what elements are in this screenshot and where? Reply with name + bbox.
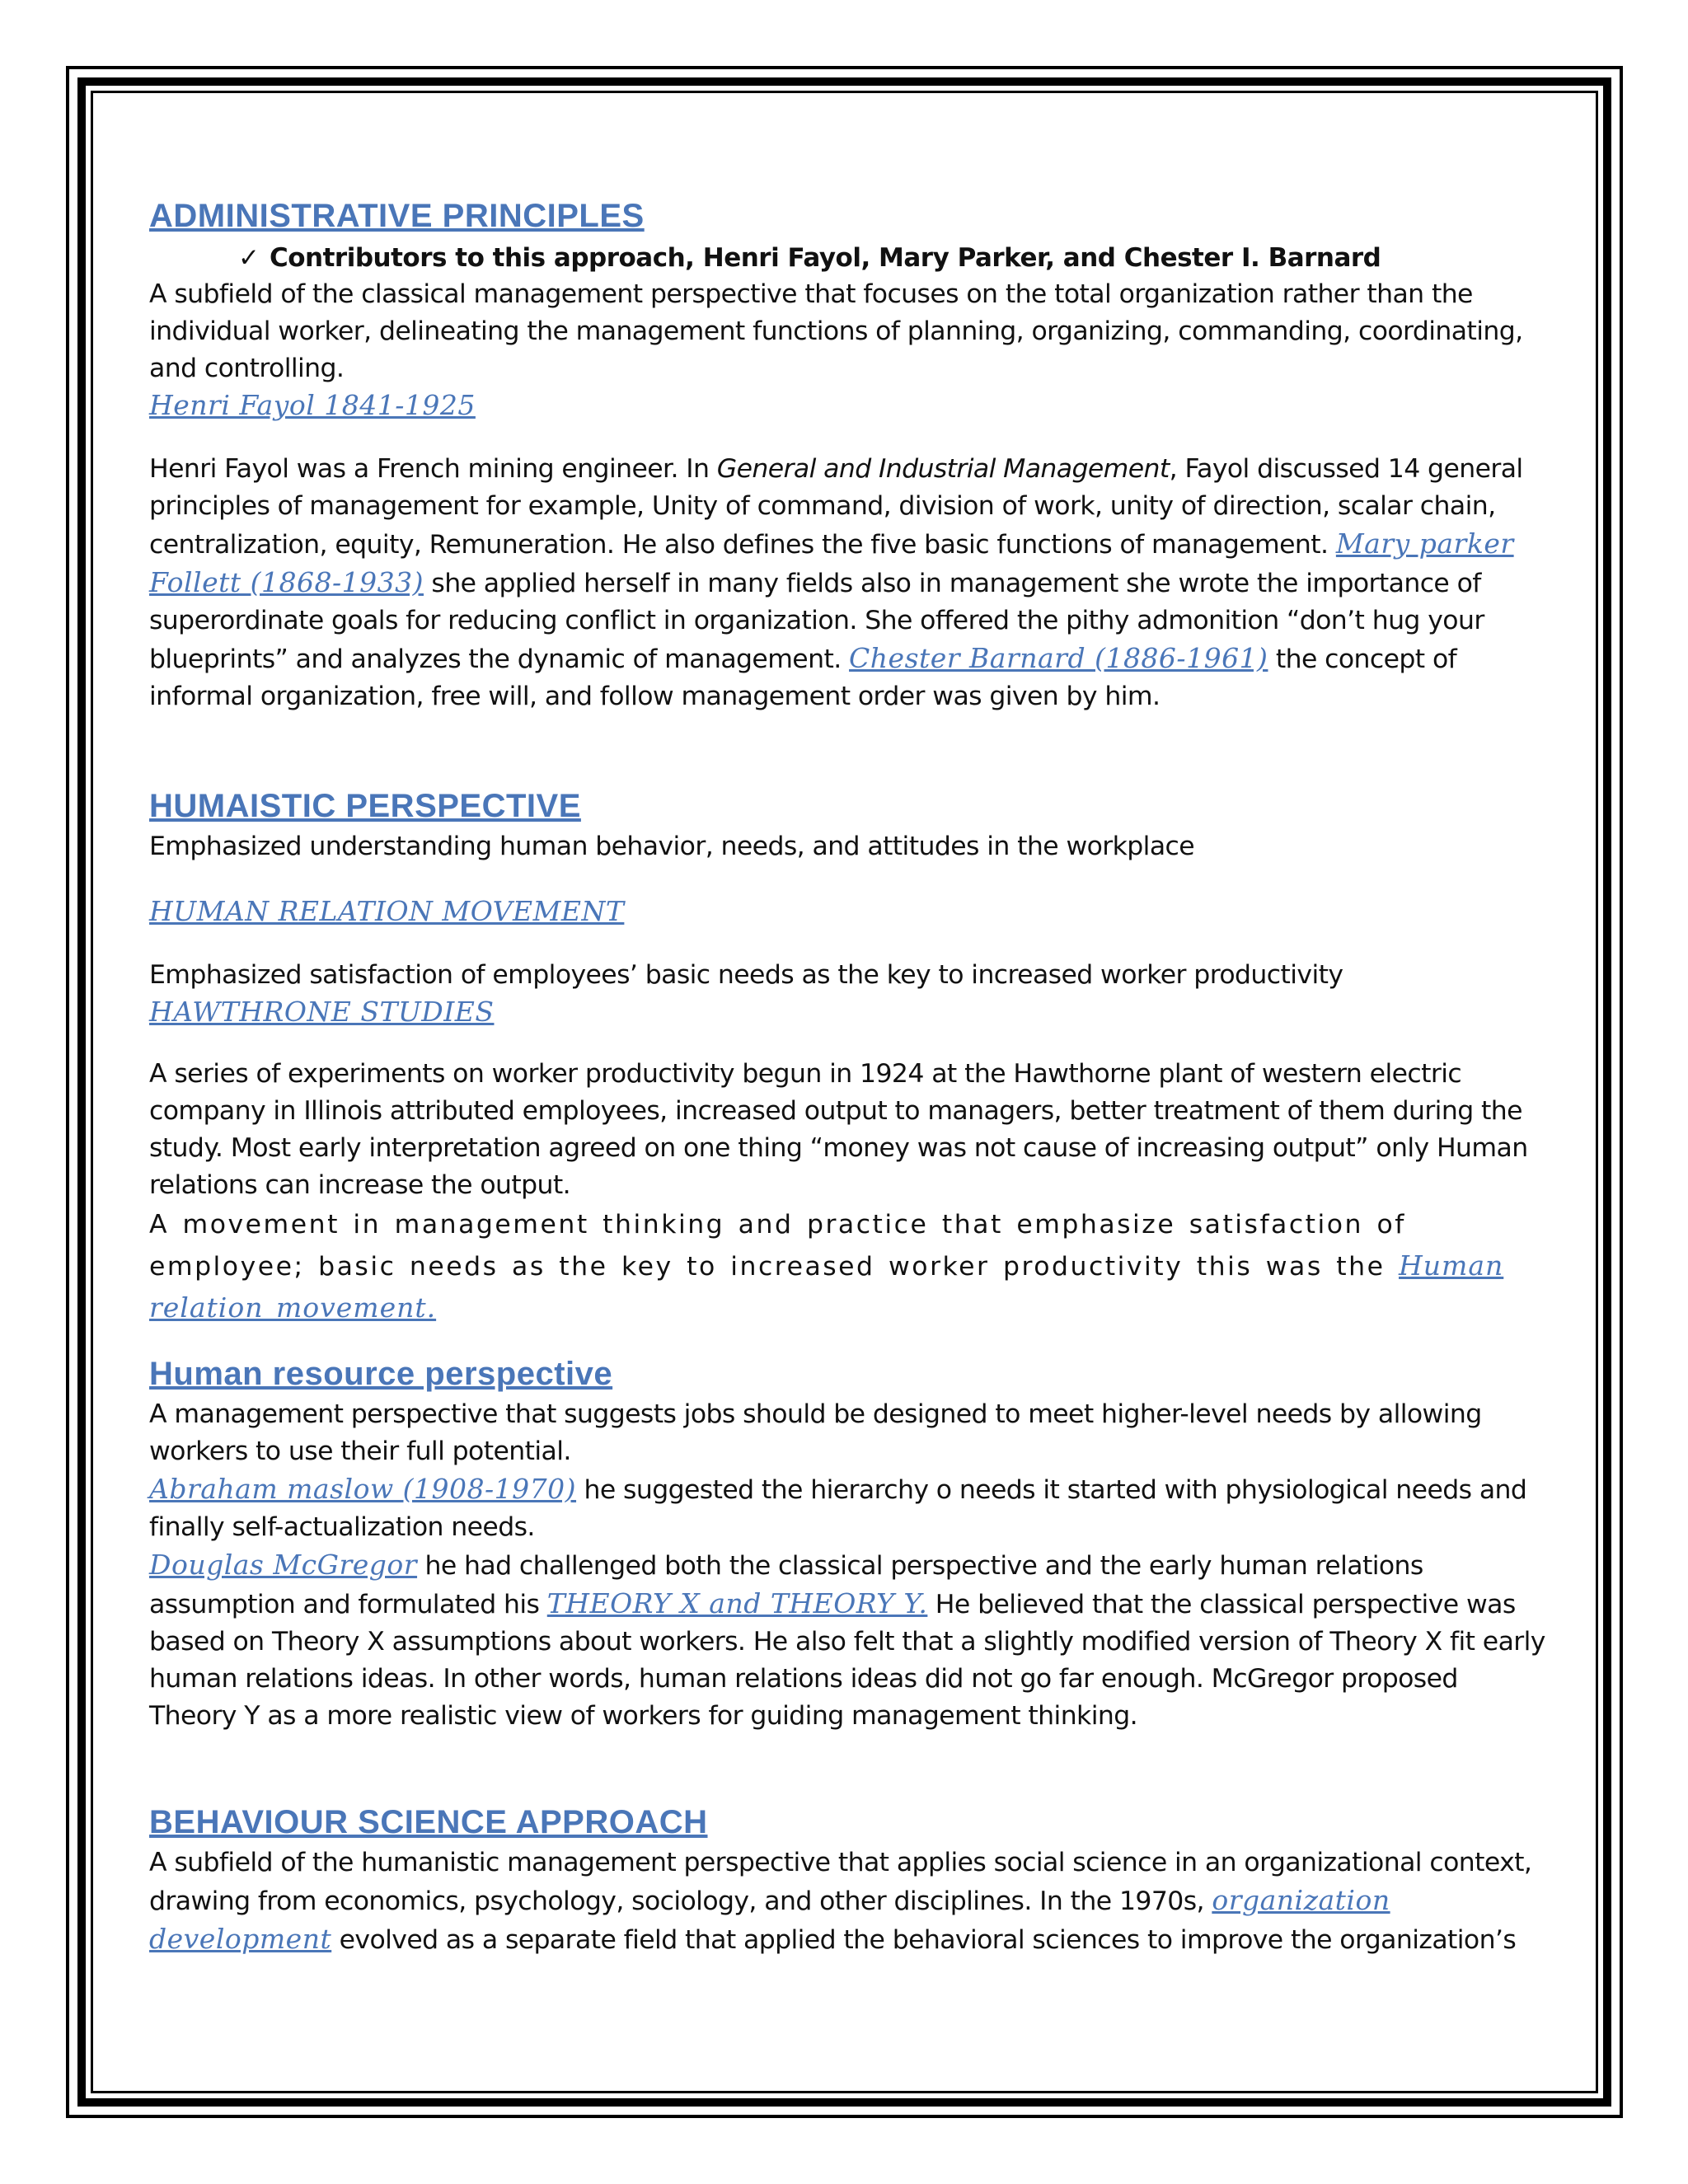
- maslow-text: he suggested the hierarchy o needs it started with physiological needs and finally self-actualization needs.: [149, 1475, 1527, 1542]
- fayol-paragraph: [149, 451, 1550, 715]
- behaviour-text-b: evolved as a separate field that applied the behavioral sciences to improve the organization’s: [331, 1925, 1517, 1955]
- human-relation-movement-link[interactable]: Human relation movement.: [149, 1249, 1504, 1324]
- organization-development-link[interactable]: organization development: [149, 1884, 1390, 1955]
- mcgregor-text-b: He believed that the classical perspective was based on Theory X assumptions about workers. He also felt that a slightly modified version of Theory X fit early human relations ideas. In other words, human relations ideas did not go far enough. McGregor proposed Theory Y as a more realistic view of workers for guiding management thinking.: [149, 1590, 1545, 1731]
- admin-principles-heading: ADMINISTRATIVE PRINCIPLES: [149, 198, 645, 234]
- mcgregor-link[interactable]: Douglas McGregor: [149, 1549, 418, 1581]
- fayol-book-title: General and Industrial Management: [716, 454, 1170, 484]
- hawthrone-studies-heading[interactable]: HAWTHRONE STUDIES: [149, 996, 495, 1028]
- henri-fayol-link[interactable]: Henri Fayol 1841-1925: [149, 389, 476, 421]
- maslow-link[interactable]: Abraham maslow (1908-1970): [149, 1473, 577, 1505]
- theory-x-y-link[interactable]: THEORY X and THEORY Y.: [546, 1587, 928, 1619]
- contributors-bullet: [238, 240, 1550, 276]
- hrm-description: Emphasized satisfaction of employees’ basic needs as the key to increased worker productivity: [149, 960, 1343, 990]
- barnard-text: the concept of informal organization, free will, and follow management order was given by him.: [149, 644, 1457, 711]
- fayol-text-a: Henri Fayol was a French mining engineer. In: [149, 454, 717, 484]
- mcgregor-text-a: he had challenged both the classical perspective and the early human relations assumption and formulated his: [149, 1551, 1423, 1619]
- humanistic-heading: HUMAISTIC PERSPECTIVE: [149, 788, 581, 824]
- admin-description: A subfield of the classical management perspective that focuses on the total organization rather than the individual worker, delineating the management functions of planning, organizing, commanding, coordinating, and controlling.: [149, 279, 1523, 383]
- hawthorne-description: A series of experiments on worker productivity begun in 1924 at the Hawthorne plant of western electric company in Illinois attributed employees, increased output to managers, better treatment of them during the study. Most early interpretation agreed on one thing “money was not cause of increasing output” only Human relations can increase the output.: [149, 1059, 1528, 1200]
- document-body: [149, 198, 1550, 1959]
- humanistic-description: Emphasized understanding human behavior, needs, and attitudes in the workplace: [149, 832, 1195, 861]
- movement-text: A movement in management thinking and practice that emphasize satisfaction of employee; basic needs as the key to increased worker productivity this was the: [149, 1210, 1406, 1282]
- hr-description: A management perspective that suggests jobs should be designed to meet higher-level needs by allowing workers to use their full potential.: [149, 1399, 1482, 1466]
- behaviour-paragraph: [149, 1844, 1550, 1959]
- behaviour-science-heading: BEHAVIOUR SCIENCE APPROACH: [149, 1804, 708, 1840]
- human-relation-movement-heading[interactable]: HUMAN RELATION MOVEMENT: [149, 895, 625, 927]
- maslow-paragraph: [149, 1470, 1550, 1546]
- fayol-text-b: , Fayol discussed 14 general principles of management for example, Unity of command, division of work, unity of direction, scalar chain, centralization, equity, Remuneration. He also defines the five basic functions of management.: [149, 454, 1523, 560]
- human-resource-heading: Human resource perspective: [149, 1356, 613, 1392]
- follett-text: she applied herself in many fields also in management she wrote the importance of superordinate goals for reducing conflict in organization. She offered the pithy admonition “don’t hug your blueprints” and analyzes the dynamic of management.: [149, 569, 1484, 674]
- follett-link[interactable]: Mary parker Follett (1868-1933): [149, 527, 1514, 598]
- behaviour-text-a: A subfield of the humanistic management perspective that applies social science in an organizational context, drawing from economics, psychology, sociology, and other disciplines. In the 1970s,: [149, 1848, 1532, 1916]
- barnard-link[interactable]: Chester Barnard (1886-1961): [849, 642, 1268, 674]
- mcgregor-paragraph: [149, 1546, 1550, 1735]
- check-mark-icon: ✓: [238, 243, 260, 273]
- movement-paragraph: [149, 1204, 1550, 1329]
- contributors-text: Contributors to this approach, Henri Fayol, Mary Parker, and Chester I. Barnard: [270, 243, 1381, 273]
